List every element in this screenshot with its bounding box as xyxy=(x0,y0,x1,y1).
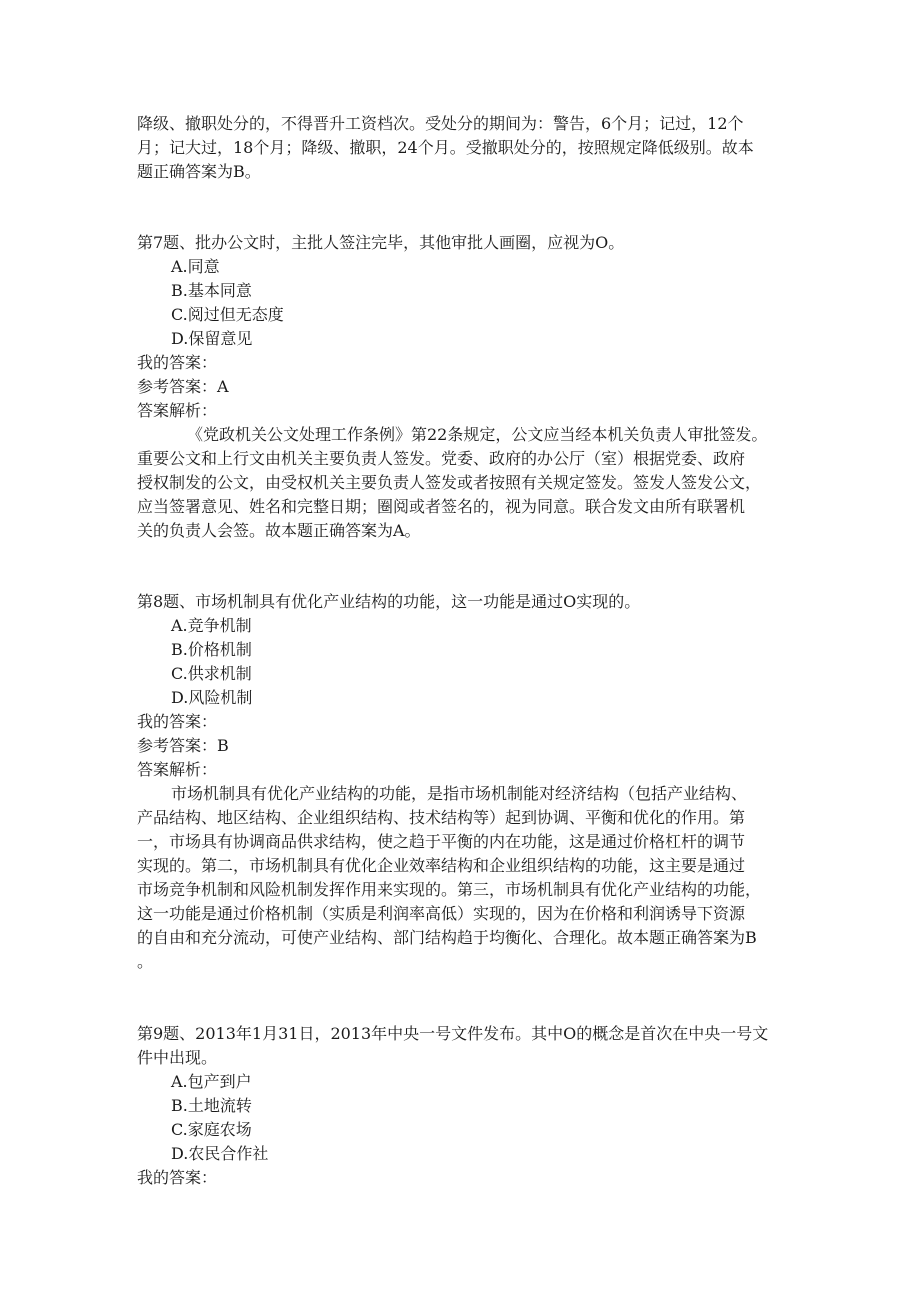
q8-analysis-line: 产品结构、地区结构、企业组织结构、技术结构等）起到协调、平衡和优化的作用。第 xyxy=(137,808,746,827)
q8-analysis-line: 。 xyxy=(137,952,154,971)
q8-analysis-line: 市场竞争机制和风险机制发挥作用来实现的。第三，市场机制具有优化产业结构的功能， xyxy=(137,880,762,899)
q8-analysis-label: 答案解析： xyxy=(137,760,218,779)
paragraph-line: 题正确答案为B。 xyxy=(137,162,261,181)
q8-analysis-line: 市场机制具有优化产业结构的功能，是指市场机制能对经济结构（包括产业结构、 xyxy=(171,784,748,803)
q8-option-d: D.风险机制 xyxy=(171,688,253,707)
q9-my-answer: 我的答案： xyxy=(137,1168,218,1187)
q7-my-answer: 我的答案： xyxy=(137,353,218,372)
q7-analysis-line: 应当签署意见、姓名和完整日期；圈阅或者签名的，视为同意。联合发文由所有联署机 xyxy=(137,497,746,516)
question-9-text: 件中出现。 xyxy=(137,1048,218,1067)
q8-analysis-line: 一，市场具有协调商品供求结构，使之趋于平衡的内在功能，这是通过价格杠杆的调节 xyxy=(137,832,746,851)
q7-analysis-line: 授权制发的公文，由受权机关主要负责人签发或者按照有关规定签发。签发人签发公文， xyxy=(137,473,762,492)
q8-reference-answer: 参考答案：B xyxy=(137,736,229,755)
q7-analysis-line: 《党政机关公文处理工作条例》第22条规定，公文应当经本机关负责人审批签发。 xyxy=(187,425,768,444)
q8-option-c: C.供求机制 xyxy=(171,664,252,683)
question-8-text: 第8题、市场机制具有优化产业结构的功能，这一功能是通过O实现的。 xyxy=(137,592,641,611)
question-9-text: 第9题、2013年1月31日，2013年中央一号文件发布。其中O的概念是首次在中央一号文 xyxy=(137,1024,769,1043)
question-7-text: 第7题、批办公文时，主批人签注完毕，其他审批人画圈，应视为O。 xyxy=(137,233,625,252)
q7-analysis-line: 重要公文和上行文由机关主要负责人签发。党委、政府的办公厅（室）根据党委、政府 xyxy=(137,449,746,468)
q8-my-answer: 我的答案： xyxy=(137,712,218,731)
q7-analysis-label: 答案解析： xyxy=(137,401,218,420)
q9-option-a: A.包产到户 xyxy=(171,1072,252,1091)
q9-option-d: D.农民合作社 xyxy=(171,1144,269,1163)
paragraph-line: 降级、撤职处分的，不得晋升工资档次。受处分的期间为：警告，6个月；记过，12个 xyxy=(137,114,744,133)
q8-analysis-line: 的自由和充分流动，可使产业结构、部门结构趋于均衡化、合理化。故本题正确答案为B xyxy=(137,928,757,947)
q7-analysis-line: 关的负责人会签。故本题正确答案为A。 xyxy=(137,521,421,540)
q8-option-b: B.价格机制 xyxy=(171,640,252,659)
paragraph-line: 月；记大过，18个月；降级、撤职，24个月。受撤职处分的，按照规定降低级别。故本 xyxy=(137,138,754,157)
q8-analysis-line: 这一功能是通过价格机制（实质是利润率高低）实现的，因为在价格和利润诱导下资源 xyxy=(137,904,746,923)
q7-option-d: D.保留意见 xyxy=(171,329,253,348)
q7-option-c: C.阅过但无态度 xyxy=(171,305,284,324)
q7-option-a: A.同意 xyxy=(171,257,220,276)
q8-option-a: A.竞争机制 xyxy=(171,616,252,635)
q8-analysis-line: 实现的。第二，市场机制具有优化企业效率结构和企业组织结构的功能，这主要是通过 xyxy=(137,856,746,875)
q9-option-b: B.土地流转 xyxy=(171,1096,252,1115)
q7-reference-answer: 参考答案：A xyxy=(137,377,229,396)
q7-option-b: B.基本同意 xyxy=(171,281,252,300)
q9-option-c: C.家庭农场 xyxy=(171,1120,252,1139)
